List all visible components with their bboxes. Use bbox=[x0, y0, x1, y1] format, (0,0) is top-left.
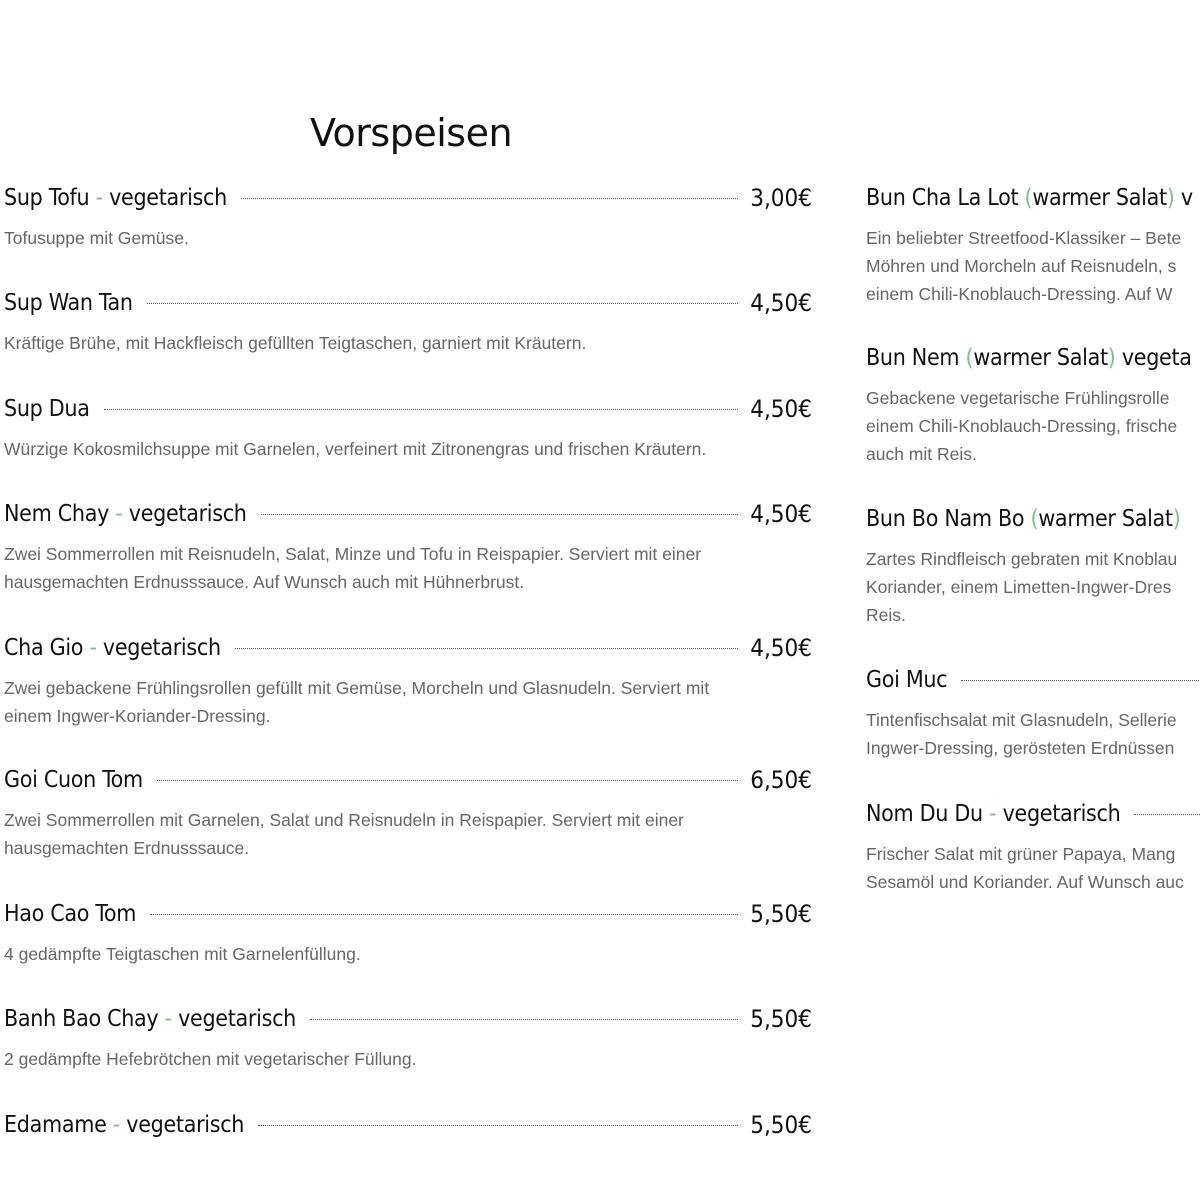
dotted-leader bbox=[104, 409, 739, 410]
menu-item-header bbox=[4, 1107, 812, 1143]
menu-item-header bbox=[4, 391, 812, 427]
menu-item-name: Sup Wan Tan bbox=[4, 290, 133, 316]
menu-item-description: Ein beliebter Streetfood-Klassiker – Bete Möhren und Morcheln auf Reisnudeln, s einem Chili-Knoblauch-Dressing. Auf W bbox=[866, 228, 1182, 304]
paren-close: ) bbox=[1107, 345, 1116, 371]
menu-item-header bbox=[4, 180, 812, 216]
menu-item-header bbox=[4, 630, 812, 666]
menu-item-name: Cha Gio - vegetarisch bbox=[4, 635, 221, 661]
menu-item-price: 3,00€ bbox=[750, 184, 812, 212]
menu-item-header bbox=[866, 501, 1200, 537]
dotted-leader bbox=[157, 780, 738, 781]
menu-item-description: Zwei gebackene Frühlingsrollen gefüllt mit Gemüse, Morcheln und Glasnudeln. Serviert mit einem Ingwer-Koriander-Dressing. bbox=[4, 678, 710, 726]
menu-item-name: Nem Chay - vegetarisch bbox=[4, 501, 247, 527]
dotted-leader bbox=[150, 914, 738, 915]
menu-item-price: 5,50€ bbox=[750, 1111, 812, 1139]
menu-item-header bbox=[866, 340, 1200, 376]
separator-dash: - bbox=[982, 801, 1003, 827]
menu-item-price: 4,50€ bbox=[750, 289, 812, 317]
menu-item-header bbox=[4, 285, 812, 321]
menu-item-description: Kräftige Brühe, mit Hackfleisch gefüllten Teigtaschen, garniert mit Kräutern. bbox=[4, 333, 587, 353]
dotted-leader bbox=[261, 514, 739, 515]
dotted-leader bbox=[147, 303, 739, 304]
menu-item-price: 4,50€ bbox=[750, 500, 812, 528]
paren-close: ) bbox=[1172, 506, 1181, 532]
menu-item-header bbox=[866, 662, 1200, 698]
menu-item-name: Goi Cuon Tom bbox=[4, 767, 143, 793]
menu-item-price: 4,50€ bbox=[750, 395, 812, 423]
menu-item-description: 2 gedämpfte Hefebrötchen mit vegetarischer Füllung. bbox=[4, 1049, 417, 1069]
menu-item-name: Edamame - vegetarisch bbox=[4, 1112, 245, 1138]
separator-dash: - bbox=[106, 1112, 127, 1138]
menu-item-name: Banh Bao Chay - vegetarisch bbox=[4, 1006, 296, 1032]
menu-item-description: Zwei Sommerrollen mit Garnelen, Salat und Reisnudeln in Reispapier. Serviert mit einer hausgemachten Erdnusssauce. bbox=[4, 810, 684, 858]
menu-item-name: Goi Muc bbox=[866, 667, 948, 693]
dotted-leader bbox=[258, 1125, 738, 1126]
menu-item-name: Nom Du Du - vegetarisch bbox=[866, 801, 1121, 827]
menu-item-price: 6,50€ bbox=[750, 766, 812, 794]
menu-item-header bbox=[4, 762, 812, 798]
paren-open: ( bbox=[1024, 185, 1033, 211]
dotted-leader bbox=[310, 1019, 738, 1020]
menu-item-price: 5,50€ bbox=[750, 900, 812, 928]
menu-item-description: Tintenfischsalat mit Glasnudeln, Sellerie Ingwer-Dressing, gerösteten Erdnüssen bbox=[866, 710, 1177, 758]
dotted-leader bbox=[235, 648, 738, 649]
menu-item-header bbox=[866, 180, 1200, 216]
menu-item-price: 4,50€ bbox=[750, 634, 812, 662]
separator-dash: - bbox=[109, 501, 129, 527]
menu-item-name: Hao Cao Tom bbox=[4, 901, 137, 927]
dotted-leader bbox=[241, 198, 738, 199]
menu-item-description: Tofusuppe mit Gemüse. bbox=[4, 228, 189, 248]
menu-item-header bbox=[4, 496, 812, 532]
dotted-leader bbox=[1134, 814, 1200, 815]
section-title: Vorspeisen bbox=[310, 111, 513, 155]
menu-item-name: Bun Nem (warmer Salat) vegeta bbox=[866, 345, 1192, 371]
menu-item-name: Sup Dua bbox=[4, 396, 90, 422]
menu-item-description: Frischer Salat mit grüner Papaya, Mang Sesamöl und Koriander. Auf Wunsch auc bbox=[866, 844, 1184, 892]
menu-item-header bbox=[4, 896, 812, 932]
menu-item-header bbox=[866, 796, 1200, 832]
menu-item-name: Bun Cha La Lot (warmer Salat) v bbox=[866, 185, 1193, 211]
menu-item-name: Bun Bo Nam Bo (warmer Salat) bbox=[866, 506, 1181, 532]
paren-open: ( bbox=[965, 345, 974, 371]
menu-item-description: Zartes Rindfleisch gebraten mit Knoblau Koriander, einem Limetten-Ingwer-Dres Reis. bbox=[866, 549, 1178, 625]
menu-item-description: Gebackene vegetarische Frühlingsrolle einem Chili-Knoblauch-Dressing, frische auch mit Reis. bbox=[866, 388, 1178, 464]
separator-dash: - bbox=[158, 1006, 179, 1032]
dotted-leader bbox=[961, 680, 1200, 681]
menu-item-price: 5,50€ bbox=[750, 1005, 812, 1033]
separator-dash: - bbox=[89, 185, 110, 211]
menu-item-description: Zwei Sommerrollen mit Reisnudeln, Salat, Minze und Tofu in Reispapier. Serviert mit einer hausgemachten Erdnusssauce. Auf Wunsch auch mit Hühnerbrust. bbox=[4, 544, 702, 592]
paren-open: ( bbox=[1030, 506, 1039, 532]
menu-item-description: Würzige Kokosmilchsuppe mit Garnelen, verfeinert mit Zitronengras und frischen Kräutern. bbox=[4, 439, 707, 459]
menu-column-right bbox=[860, 0, 1200, 1200]
menu-item-name: Sup Tofu - vegetarisch bbox=[4, 185, 227, 211]
menu-item-description: 4 gedämpfte Teigtaschen mit Garnelenfüllung. bbox=[4, 944, 361, 964]
paren-close: ) bbox=[1166, 185, 1175, 211]
separator-dash: - bbox=[83, 635, 103, 661]
menu-item-header bbox=[4, 1001, 812, 1037]
